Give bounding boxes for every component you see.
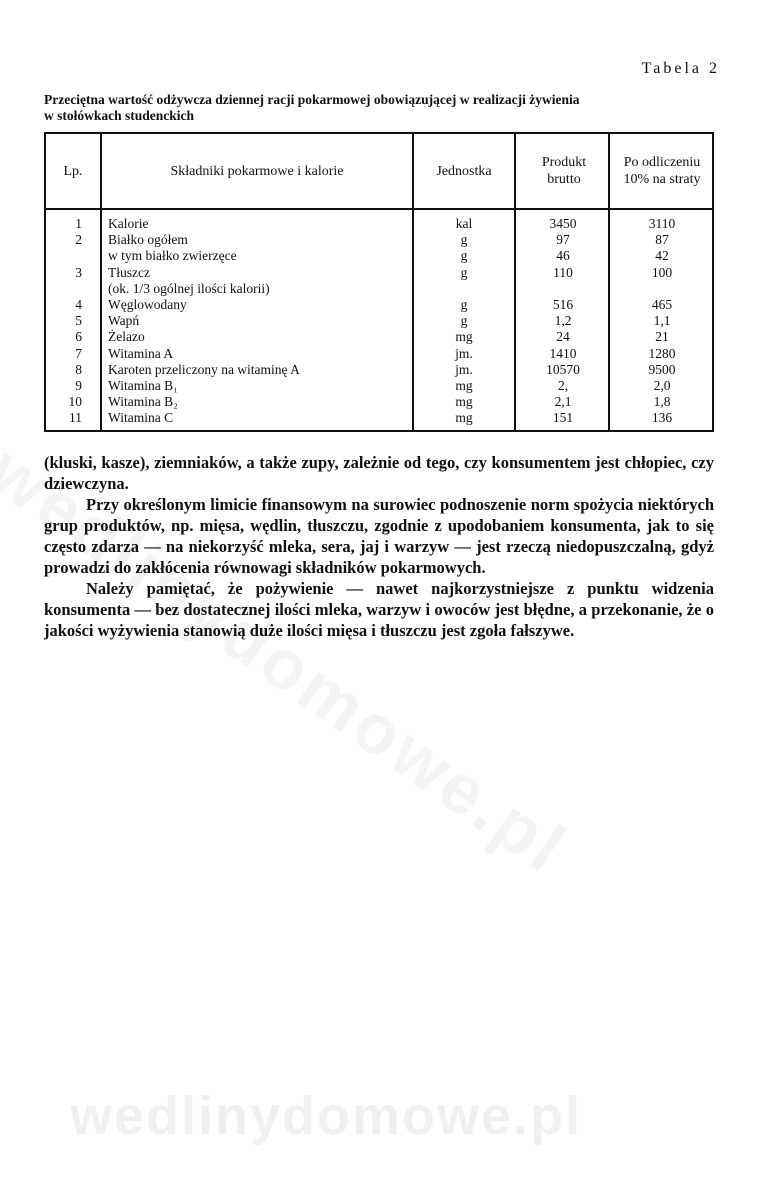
cell-lp: 4 (75, 297, 82, 312)
cell-unit: jm. (455, 345, 473, 361)
footer-watermark: wedlinydomowe.pl (70, 1086, 583, 1146)
cell-brutto: 24 (556, 329, 570, 345)
cell-brutto: 516 (552, 297, 574, 312)
paragraph-1: (kluski, kasze), ziemniaków, a także zupy, zależnie od tego, czy konsumentem jest chłopiec, czy dziewczyna. (44, 453, 714, 493)
cell-brutto: 97 (556, 232, 570, 248)
cell-lp: 5 (75, 313, 82, 329)
cell-lp: 6 (75, 329, 82, 345)
table-row (44, 232, 714, 248)
cell-unit: g (460, 232, 468, 248)
cell-brutto: 3450 (549, 216, 577, 231)
cell-net: 9500 (648, 361, 676, 377)
cell-unit: g (460, 313, 468, 329)
cell-name: Kalorie (108, 216, 149, 231)
table-row (44, 410, 714, 426)
nutrition-table (44, 132, 714, 432)
cell-name: Żelazo (108, 329, 145, 345)
header-lp: Lp. (63, 163, 83, 179)
cell-name: Karoten przeliczony na witaminę A (108, 361, 300, 377)
cell-net: 2,0 (653, 378, 671, 393)
cell-lp: 1 (75, 216, 82, 231)
cell-net: 21 (655, 329, 669, 345)
cell-lp: 3 (75, 264, 82, 280)
table-row (44, 378, 714, 394)
cell-lp: 7 (75, 345, 82, 361)
cell-brutto: 10570 (546, 361, 580, 377)
paragraph-2: Przy określonym limicie finansowym na surowiec podnoszenie norm spożycia niektórych grup produktów, np. mięsa, wędlin, tłuszczu, zgodnie z upodobaniem konsumenta, jak to się często zdarza — na niekorzyść mleka, sera, jaj i warzyw — jest rzeczą niedopuszczalną, gdyż prowadzi do zakłócenia równowagi składników pokarmowych. (44, 495, 714, 577)
table-row (44, 394, 714, 410)
cell-lp: 2 (75, 232, 82, 248)
cell-net: 1,1 (653, 313, 671, 329)
cell-net: 87 (655, 232, 669, 248)
cell-name: w tym białko zwierzęce (108, 248, 237, 264)
cell-name: Witamina C (108, 410, 174, 426)
cell-brutto: 2,1 (554, 394, 572, 410)
table-number-label: Tabela 2 (641, 60, 720, 77)
table-row (44, 281, 714, 297)
body-text (44, 452, 714, 641)
cell-name: Węglowodany (108, 297, 187, 312)
cell-name: (ok. 1/3 ogólnej ilości kalorii) (108, 280, 270, 296)
table-row (44, 297, 714, 313)
table-row (44, 265, 714, 281)
cell-brutto: 1410 (549, 345, 577, 361)
cell-net: 1,8 (653, 394, 671, 410)
cell-brutto: 110 (553, 264, 573, 280)
cell-brutto: 46 (556, 248, 570, 264)
cell-lp: 8 (75, 361, 82, 377)
table-header-divider (44, 208, 714, 210)
cell-unit: kal (455, 216, 473, 231)
cell-name: Tłuszcz (108, 264, 150, 280)
paragraph-3: Należy pamiętać, że pożywienie — nawet najkorzystniejsze z punktu widzenia konsumenta — bez dostatecznej ilości mleka, warzyw i owoców jest błędne, a przekonanie, że o jakości wyżywienia stanowią duże ilości mięsa i tłuszczu jest zgoła fałszywe. (44, 579, 714, 640)
header-unit: Jednostka (436, 163, 492, 179)
header-brutto: Produkt brutto (541, 155, 587, 187)
cell-unit: mg (455, 329, 473, 345)
cell-unit: mg (455, 394, 473, 410)
cell-unit: g (460, 297, 468, 312)
cell-unit: mg (455, 378, 473, 393)
cell-net: 3110 (648, 216, 676, 231)
cell-lp: 9 (75, 378, 82, 393)
cell-unit: mg (455, 410, 473, 426)
cell-net: 100 (651, 264, 673, 280)
cell-brutto: 1,2 (554, 313, 572, 329)
cell-brutto: 151 (552, 410, 574, 426)
caption-line-1: Przeciętna wartość odżywcza dziennej racji pokarmowej obowiązującej w realizacji żywienia (44, 92, 580, 107)
cell-lp: 11 (69, 410, 82, 426)
cell-unit: g (460, 248, 468, 264)
cell-net: 465 (651, 297, 673, 312)
header-net: Po odliczeniu 10% na straty (623, 155, 701, 187)
cell-net: 1280 (648, 345, 676, 361)
table-row (44, 216, 714, 232)
cell-net: 136 (651, 410, 673, 426)
cell-lp: 10 (68, 394, 82, 410)
cell-name: Białko ogółem (108, 232, 188, 248)
table-caption (44, 92, 704, 124)
cell-name: Witamina B₁ (108, 378, 178, 393)
table-row (44, 362, 714, 378)
caption-line-2: w stołówkach studenckich (44, 108, 195, 123)
cell-name: Witamina A (108, 345, 174, 361)
cell-unit: g (460, 264, 468, 280)
table-row (44, 313, 714, 329)
header-name: Składniki pokarmowe i kalorie (170, 163, 344, 179)
table-row (44, 329, 714, 345)
cell-name: Witamina B₂ (108, 394, 178, 410)
cell-name: Wapń (108, 313, 140, 329)
cell-net: 42 (655, 248, 669, 264)
cell-unit: jm. (455, 361, 473, 377)
cell-brutto: 2, (557, 378, 569, 393)
table-row (44, 346, 714, 362)
table-row (44, 248, 714, 264)
table-bottom-border (44, 430, 714, 432)
